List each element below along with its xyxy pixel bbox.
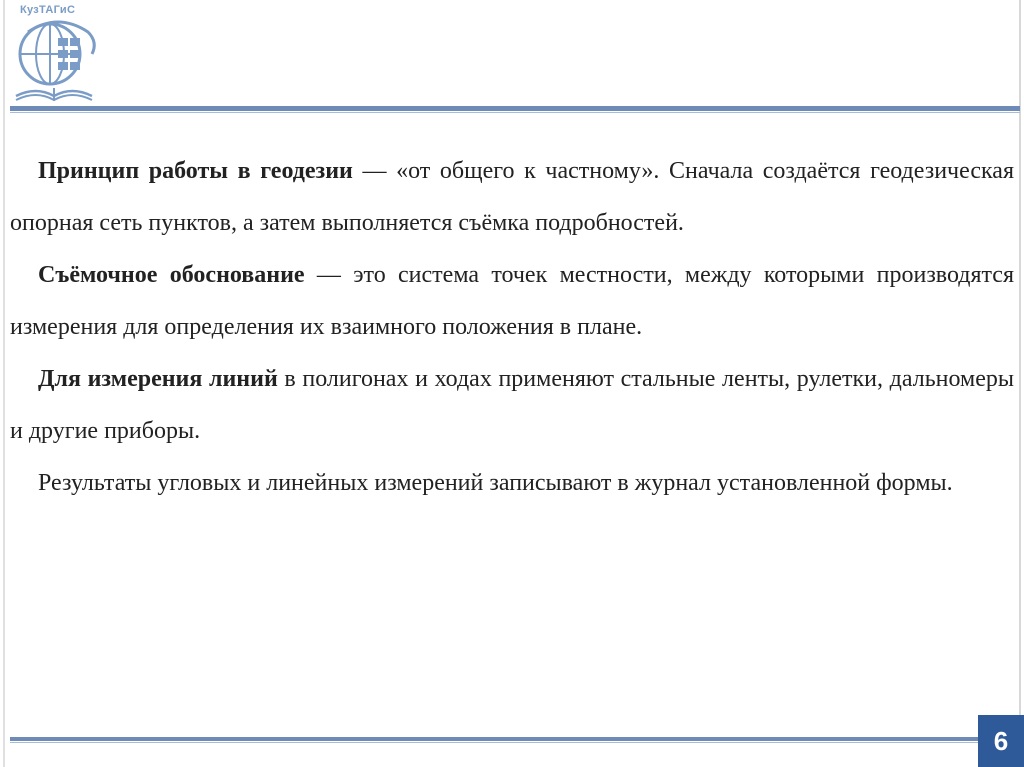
paragraph-principle bbox=[10, 145, 1014, 249]
paragraph-survey-basis bbox=[10, 249, 1014, 353]
paragraph-text: Результаты угловых и линейных измерений записывают в журнал установленной формы. bbox=[38, 470, 953, 496]
paragraph-line-measurement bbox=[10, 353, 1014, 457]
page-number-badge: 6 bbox=[978, 715, 1024, 767]
logo-text: КузТАГиС bbox=[20, 4, 76, 16]
paragraph-bold-term: Съёмочное обоснование bbox=[38, 262, 305, 288]
header-divider-thin bbox=[10, 112, 1020, 113]
paragraph-bold-term: Принцип работы в геодезии bbox=[38, 158, 353, 184]
paragraph-text: — «от общего к частному». Сначала создаётся геодезическая опорная сеть пунктов, а затем выполняется съёмка подробностей. bbox=[10, 158, 1014, 236]
slide-body bbox=[10, 145, 1014, 509]
footer-divider bbox=[10, 737, 978, 741]
paragraph-bold-term: Для измерения линий bbox=[38, 366, 278, 392]
paragraph-text: в полигонах и ходах применяют стальные ленты, рулетки, дальномеры и другие приборы. bbox=[10, 366, 1015, 444]
paragraph-text: — это система точек местности, между которыми производятся измерения для определения их взаимного положения в плане. bbox=[10, 262, 1015, 340]
institution-logo-icon bbox=[8, 2, 104, 104]
slide-right-border bbox=[1019, 0, 1021, 767]
slide-left-border bbox=[3, 0, 5, 767]
header-divider bbox=[10, 106, 1020, 111]
footer-divider-thin bbox=[10, 742, 978, 743]
paragraph-results bbox=[10, 457, 1014, 509]
